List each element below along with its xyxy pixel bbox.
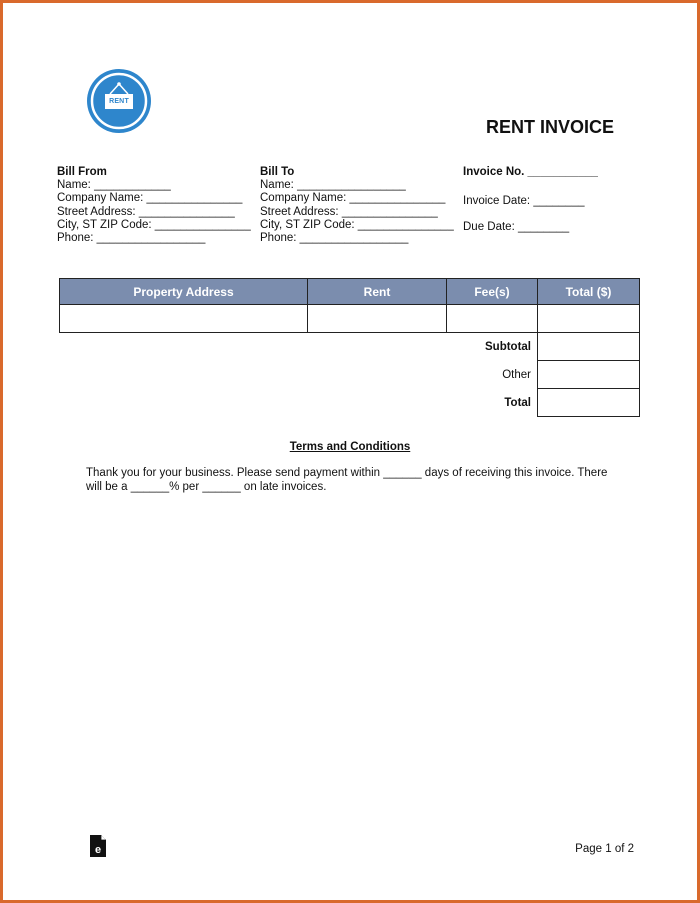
column-header-rent: Rent (308, 279, 447, 305)
bill-from-company-field: Company Name: _______________ (57, 192, 243, 205)
items-table (59, 278, 640, 417)
bill-to-company-field: Company Name: _______________ (260, 192, 446, 205)
terms-title: Terms and Conditions (289, 441, 411, 453)
document-title: RENT INVOICE (485, 117, 614, 137)
total-label: Total (504, 396, 531, 409)
subtotal-cell[interactable] (538, 333, 640, 361)
bill-to-block (260, 166, 454, 245)
column-header-total: Total ($) (538, 279, 640, 305)
total-cell[interactable] (538, 305, 640, 333)
fees-cell[interactable] (447, 305, 538, 333)
other-cell[interactable] (538, 361, 640, 389)
due-date-field: Due Date: ________ (463, 221, 570, 233)
svg-text:e: e (94, 844, 102, 856)
bill-from-header: Bill From (57, 166, 107, 178)
bill-from-name-field: Name: ____________ (57, 179, 171, 192)
table-header-row (60, 279, 640, 305)
rent-sign-logo (87, 69, 151, 133)
other-row (60, 361, 640, 389)
column-header-property-address: Property Address (60, 279, 308, 305)
page-number: Page 1 of 2 (575, 843, 634, 855)
bill-to-city-field: City, ST ZIP Code: _______________ (260, 218, 454, 231)
property-address-cell[interactable] (60, 305, 308, 333)
invoice-date-field: Invoice Date: ________ (463, 195, 585, 207)
spacer-cell (308, 389, 447, 417)
subtotal-label: Subtotal (485, 340, 531, 353)
spacer-cell (60, 361, 308, 389)
bill-to-street-field: Street Address: _______________ (260, 205, 438, 218)
spacer-cell (308, 361, 447, 389)
rent-cell[interactable] (308, 305, 447, 333)
bill-to-header: Bill To (260, 166, 295, 178)
bill-to-name-field: Name: _________________ (260, 179, 406, 192)
spacer-cell (60, 389, 308, 417)
logo-text: RENT (109, 98, 129, 105)
bill-from-block (57, 166, 251, 245)
spacer-cell (308, 333, 447, 361)
bill-from-street-field: Street Address: _______________ (57, 205, 235, 218)
eforms-logo-icon (89, 834, 107, 858)
bill-from-phone-field: Phone: _________________ (57, 232, 206, 245)
terms-body: Thank you for your business. Please send payment within ______ days of receiving this invoice. There will be a ______% per ______ on late invoices. (86, 467, 608, 493)
spacer-cell (60, 333, 308, 361)
table-row (60, 305, 640, 333)
other-label: Other (502, 368, 531, 381)
bill-to-phone-field: Phone: _________________ (260, 232, 409, 245)
column-header-fees: Fee(s) (447, 279, 538, 305)
total-row (60, 389, 640, 417)
subtotal-row (60, 333, 640, 361)
bill-from-city-field: City, ST ZIP Code: _______________ (57, 218, 251, 231)
invoice-number-field: Invoice No. ___________ (463, 166, 598, 178)
grand-total-cell[interactable] (538, 389, 640, 417)
